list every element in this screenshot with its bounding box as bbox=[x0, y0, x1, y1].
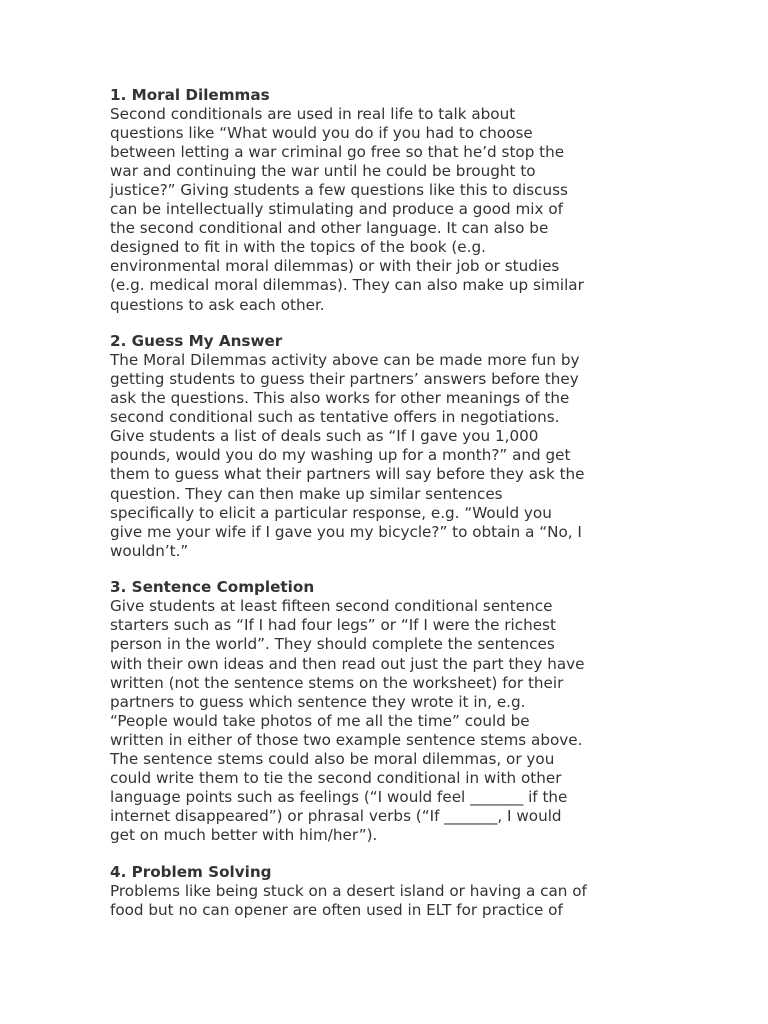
section-paragraph: Second conditionals are used in real life to talk about questions like “What would you do if you had to choose between letting a war criminal go free so that he’d stop the war and continuing the war until he could be brought to justice?” Giving students a few questions like this to discuss can be intellectually stimulating and produce a good mix of the second conditional and other language. It can also be designed to fit in with the topics of the book (e.g. environmental moral dilemmas) or with their job or studies (e.g. medical moral dilemmas). They can also make up similar questions to ask each other. bbox=[110, 105, 584, 314]
section-heading: 1. Moral Dilemmas bbox=[110, 86, 270, 104]
section-paragraph: The Moral Dilemmas activity above can be made more fun by getting students to guess their partners’ answers before they ask the questions. This also works for other meanings of the second conditional such as tentative offers in negotiations. Give students a list of deals such as “If I gave you 1,000 pounds, would you do my washing up for a month?” and get them to guess what their partners will say before they ask the question. They can then make up similar sentences specifically to elicit a particular response, e.g. “Would you give me your wife if I gave you my bicycle?” to obtain a “No, I wouldn’t.” bbox=[110, 351, 585, 560]
section-paragraph: Problems like being stuck on a desert island or having a can of food but no can opener are often used in ELT for practice of bbox=[110, 881, 587, 919]
section-heading: 2. Guess My Answer bbox=[110, 332, 283, 351]
section-heading: 3. Sentence Completion bbox=[110, 578, 315, 597]
section-paragraph: Give students at least fifteen second conditional sentence starters such as “If I had four legs” or “If I were the richest person in the world”. They should complete the sentences with their own ideas and then read out just the part they have written (not the sentence stems on the worksheet) for their partners to guess which sentence they wrote it in, e.g. “People would take photos of me all the time” could be written in either of those two example sentence stems above. The sentence stems could also be moral dilemmas, or you could write them to tie the second conditional in with other language points such as feelings (“I would feel _______ if the internet disappeared”) or phrasal verbs (“If _______, I would get on much better with him/her”). bbox=[110, 597, 585, 844]
section-guess-my-answer bbox=[110, 332, 670, 561]
section-sentence-completion bbox=[110, 578, 670, 845]
section-moral-dilemmas bbox=[110, 86, 670, 315]
document-page bbox=[110, 86, 670, 937]
section-problem-solving bbox=[110, 863, 670, 920]
section-heading: 4. Problem Solving bbox=[110, 862, 272, 881]
